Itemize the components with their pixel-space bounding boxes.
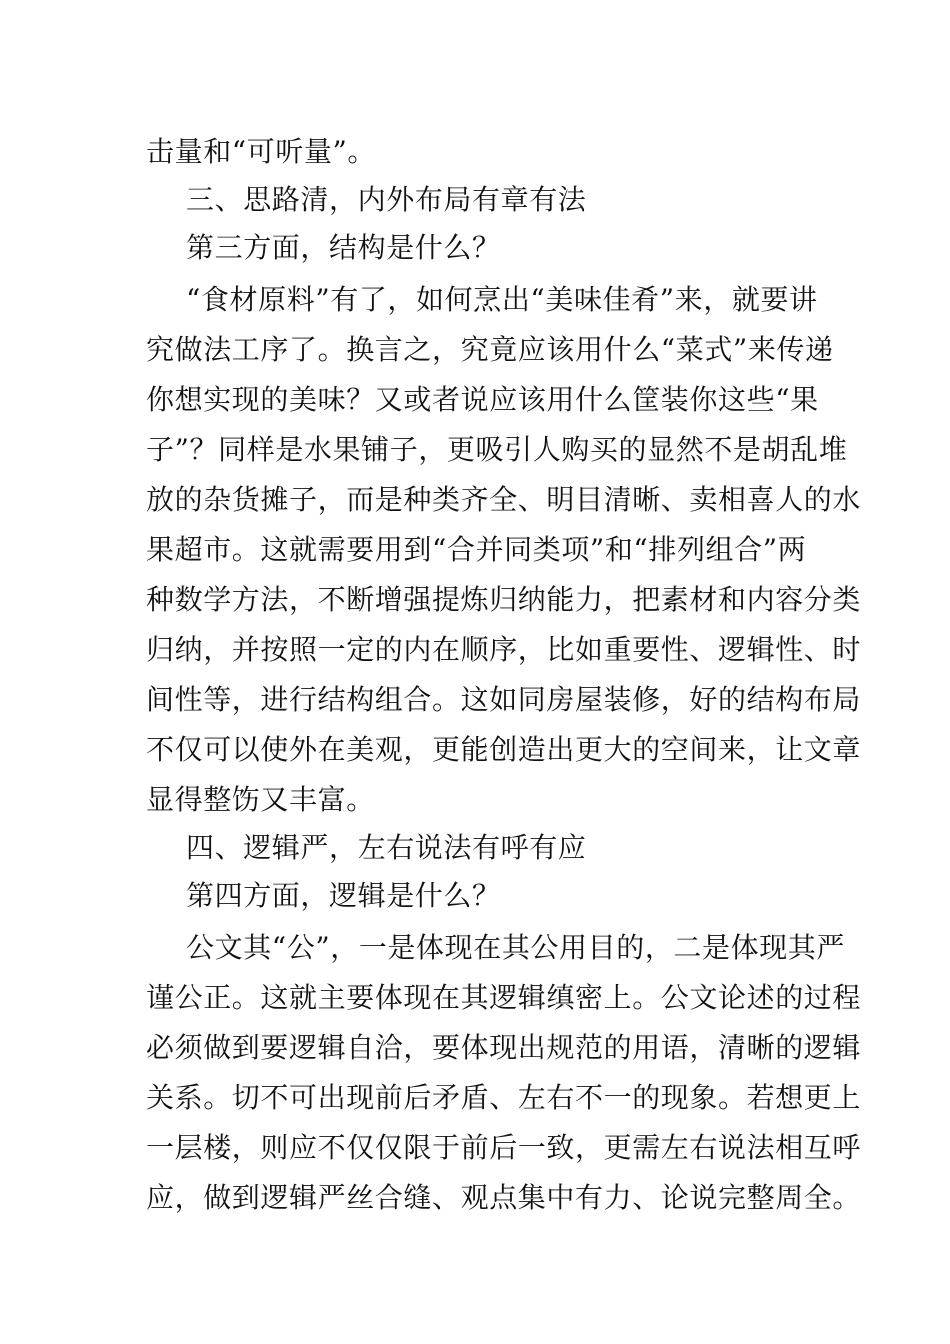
text-line: 归纳，并按照一定的内在顺序，比如重要性、逻辑性、时 bbox=[146, 633, 862, 666]
text-line: 种数学方法，不断增强提炼归纳能力，把素材和内容分类 bbox=[146, 583, 862, 616]
text-line: 击量和“可听量”。 bbox=[146, 135, 377, 168]
text-line: 不仅可以使外在美观，更能创造出更大的空间来，让文章 bbox=[146, 733, 862, 766]
text-line: 果超市。这就需要用到“合并同类项”和“排列组合”两 bbox=[146, 533, 807, 566]
question-line: 第三方面，结构是什么？ bbox=[186, 231, 501, 264]
text-line: 间性等，进行结构组合。这如同房屋装修，好的结构布局 bbox=[146, 683, 862, 716]
question-line: 第四方面，逻辑是什么？ bbox=[186, 879, 501, 912]
text-line: 显得整饬又丰富。 bbox=[146, 783, 375, 816]
section-heading: 三、思路清，内外布局有章有法 bbox=[186, 183, 587, 216]
text-line: 究做法工序了。换言之，究竟应该用什么“菜式”来传递 bbox=[146, 333, 834, 366]
text-line: 公文其“公”，一是体现在其公用目的，二是体现其严 bbox=[186, 931, 846, 964]
text-line: 必须做到要逻辑自洽，要体现出规范的用语，清晰的逻辑 bbox=[146, 1031, 862, 1064]
text-line: 一层楼，则应不仅仅限于前后一致，更需左右说法相互呼 bbox=[146, 1131, 862, 1164]
section-heading: 四、逻辑严，左右说法有呼有应 bbox=[186, 831, 587, 864]
text-line: 你想实现的美味？又或者说应该用什么筐装你这些“果 bbox=[146, 383, 819, 416]
text-line: 谨公正。这就主要体现在其逻辑缜密上。公文论述的过程 bbox=[146, 981, 862, 1014]
text-line: “食材原料”有了，如何烹出“美味佳肴”来，就要讲 bbox=[186, 283, 818, 316]
text-line: 关系。切不可出现前后矛盾、左右不一的现象。若想更上 bbox=[146, 1081, 862, 1114]
text-line: 子”？同样是水果铺子，更吸引人购买的显然不是胡乱堆 bbox=[146, 433, 848, 466]
text-line: 应，做到逻辑严丝合缝、观点集中有力、论说完整周全。 bbox=[146, 1181, 862, 1214]
text-line: 放的杂货摊子，而是种类齐全、明目清晰、卖相喜人的水 bbox=[146, 483, 862, 516]
